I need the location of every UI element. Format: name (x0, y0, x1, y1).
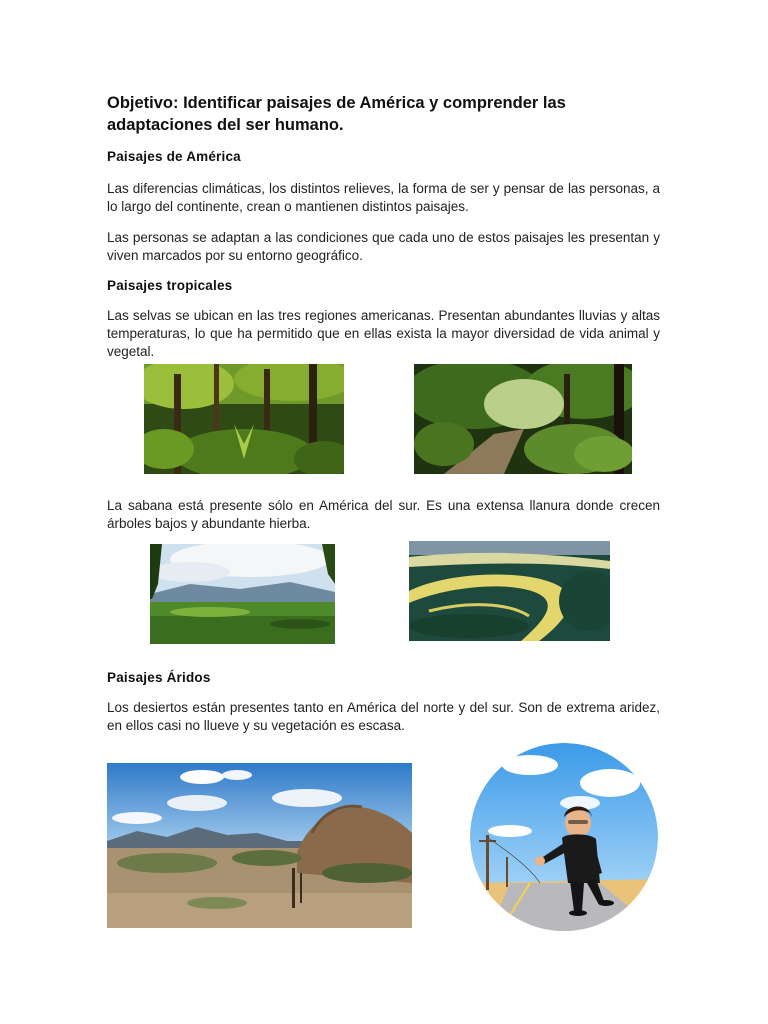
heading-paisajes-aridos: Paisajes Áridos (107, 670, 211, 685)
savanna-photo (150, 544, 335, 644)
hitchhiker-avatar-illustration (470, 743, 658, 931)
paragraph-sabana: La sabana está presente sólo en América del sur. Es una extensa llanura donde crecen árboles bajos y abundante hierba. (107, 498, 660, 531)
jungle-photo (144, 364, 344, 474)
river-aerial-photo (409, 541, 610, 641)
jungle-path-photo (414, 364, 632, 474)
paragraph-america-2: Las personas se adaptan a las condiciones que cada uno de estos paisajes les presentan y viven marcados por su entorno geográfico. (107, 230, 660, 263)
desert-photo (107, 763, 412, 928)
heading-paisajes-america: Paisajes de América (107, 149, 241, 164)
paragraph-selvas: Las selvas se ubican en las tres regiones americanas. Presentan abundantes lluvias y altas temperaturas, lo que ha permitido que en ellas exista la mayor diversidad de vida animal y vegetal. (107, 308, 660, 359)
heading-paisajes-tropicales: Paisajes tropicales (107, 278, 233, 293)
paragraph-desiertos: Los desiertos están presentes tanto en América del norte y del sur. Son de extrema aridez, en ellos casi no llueve y su vegetación es escasa. (107, 700, 660, 733)
page-title: Objetivo: Identificar paisajes de América y comprender las adaptaciones del ser humano. (107, 94, 566, 134)
paragraph-america-1: Las diferencias climáticas, los distintos relieves, la forma de ser y pensar de las personas, a lo largo del continente, crean o mantienen distintos paisajes. (107, 181, 660, 214)
